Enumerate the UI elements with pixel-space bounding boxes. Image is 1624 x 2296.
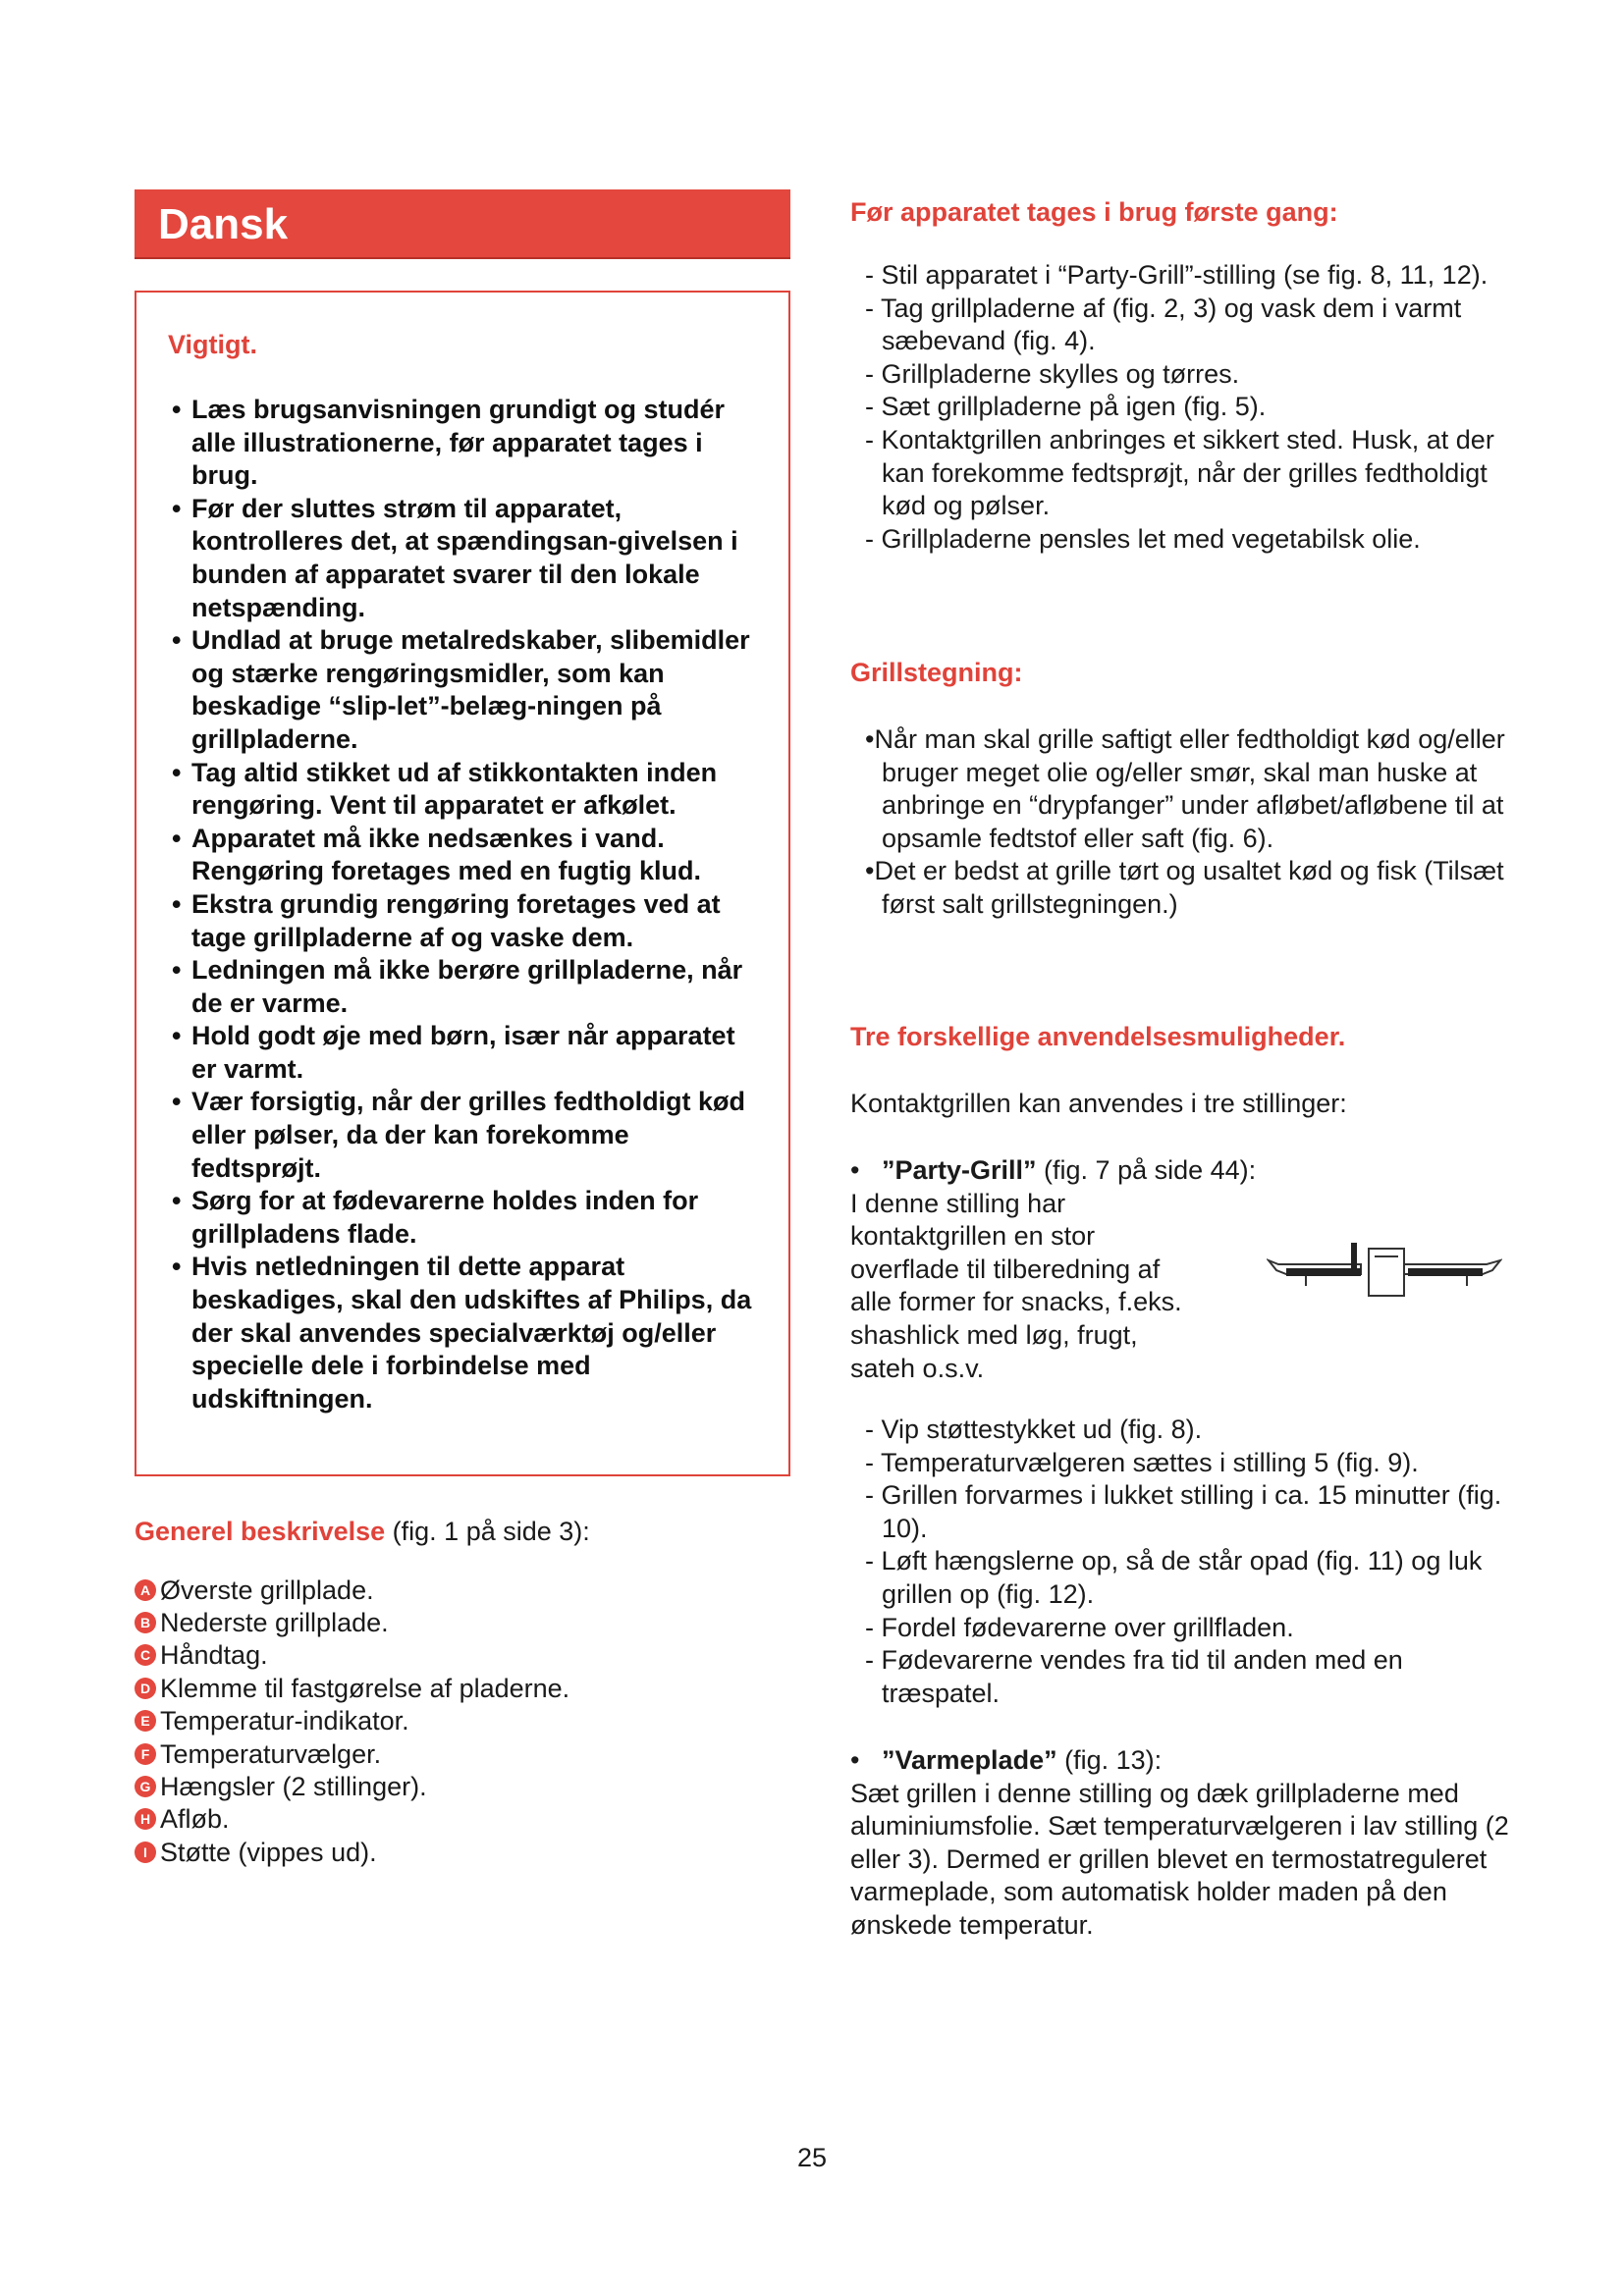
part-label: Klemme til fastgørelse af pladerne. bbox=[160, 1673, 570, 1703]
part-label: Hængsler (2 stillinger). bbox=[160, 1772, 427, 1802]
part-letter-badge: C bbox=[135, 1644, 156, 1666]
part-item bbox=[135, 1836, 783, 1868]
uses-title: Tre forskellige anvendelsesmuligheder. bbox=[850, 1022, 1346, 1051]
open-grill-icon bbox=[1267, 1235, 1502, 1313]
party-grill-body: I denne stilling har kontaktgrillen en stor overflade til tilberedning af alle former for snacks, f.eks. shashlick med løg, frugt, sateh o.s.v. bbox=[850, 1188, 1182, 1383]
heating-plate-name: ”Varmeplade” bbox=[882, 1745, 1057, 1775]
party-grill-step: - Temperaturvælgeren sættes i stilling 5 (fig. 9). bbox=[850, 1447, 1518, 1480]
part-label: Afløb. bbox=[160, 1804, 230, 1835]
important-item: • Undlad at bruge metalredskaber, slibemidler og stærke rengøringsmidler, som kan beskadige “slip-let”-belæg-ningen på grillpladerne. bbox=[168, 624, 763, 756]
party-grill-step: - Løft hængslerne op, så de står opad (fig. 11) og luk grillen op (fig. 12). bbox=[850, 1545, 1518, 1611]
general-description bbox=[135, 1515, 783, 1869]
part-letter-badge: A bbox=[135, 1579, 156, 1601]
before-use-title: Før apparatet tages i brug første gang: bbox=[850, 197, 1338, 227]
part-letter-badge: E bbox=[135, 1710, 156, 1732]
part-label: Øverste grillplade. bbox=[160, 1575, 374, 1605]
before-use-step: - Sæt grillpladerne på igen (fig. 5). bbox=[850, 391, 1518, 424]
important-item: • Apparatet må ikke nedsænkes i vand. Rengøring foretages med en fugtig klud. bbox=[168, 823, 763, 888]
before-use-step: - Stil apparatet i “Party-Grill”-stilling (se fig. 8, 11, 12). bbox=[850, 259, 1518, 293]
page-number: 25 bbox=[796, 2143, 828, 2172]
important-item: • Vær forsigtig, når der grilles fedtholdigt kød eller pølser, da der kan forekomme fedtsprøjt. bbox=[168, 1086, 763, 1185]
party-grill-steps bbox=[850, 1414, 1518, 1710]
important-box bbox=[135, 291, 790, 1476]
part-item bbox=[135, 1705, 783, 1737]
party-grill-step: - Fødevarerne vendes fra tid til anden med en træspatel. bbox=[850, 1644, 1518, 1710]
party-grill-step: - Fordel fødevarerne over grillfladen. bbox=[850, 1612, 1518, 1645]
important-item: • Hold godt øje med børn, især når apparatet er varmt. bbox=[168, 1020, 763, 1086]
party-grill-step: - Grillen forvarmes i lukket stilling i ca. 15 minutter (fig. 10). bbox=[850, 1479, 1518, 1545]
grilling-tip: • Når man skal grille saftigt eller fedtholdigt kød og/eller bruger meget olie og/eller smør, skal man huske at anbringe en “drypfanger” under afløbet/afløbene til at opsamle fedtstof eller saft (fig. 6). bbox=[850, 723, 1518, 855]
before-use-step: - Grillpladerne skylles og tørres. bbox=[850, 358, 1518, 392]
part-item bbox=[135, 1770, 783, 1802]
part-label: Støtte (vippes ud). bbox=[160, 1837, 377, 1867]
heating-plate-body: Sæt grillen i denne stilling og dæk grillpladerne med aluminiumsfolie. Sæt temperaturvælgeren i lav stilling (2 eller 3). Dermed er grillen blevet en termostatreguleret varmeplade, som automatisk holder maden på den ønskede temperatur. bbox=[850, 1778, 1509, 1940]
part-label: Håndtag. bbox=[160, 1640, 268, 1671]
part-item bbox=[135, 1574, 783, 1606]
part-item bbox=[135, 1606, 783, 1638]
important-item: • Tag altid stikket ud af stikkontakten inden rengøring. Vent til apparatet er afkølet. bbox=[168, 757, 763, 823]
grilling-tip: • Det er bedst at grille tørt og usaltet kød og fisk (Tilsæt først salt grillstegningen.) bbox=[850, 855, 1518, 921]
grilling-title: Grillstegning: bbox=[850, 658, 1023, 687]
before-use-step: - Kontaktgrillen anbringes et sikkert sted. Husk, at der kan forekomme fedtsprøjt, når der grilles fedtholdigt kød og pølser. bbox=[850, 424, 1518, 523]
part-letter-badge: B bbox=[135, 1612, 156, 1633]
important-item: • Læs brugsanvisningen grundigt og studér alle illustrationerne, før apparatet tages i brug. bbox=[168, 394, 763, 493]
part-label: Temperaturvælger. bbox=[160, 1738, 382, 1769]
part-label: Nederste grillplade. bbox=[160, 1608, 389, 1638]
party-grill-step: - Vip støttestykket ud (fig. 8). bbox=[850, 1414, 1518, 1447]
important-item: • Hvis netledningen til dette apparat beskadiges, skal den udskiftes af Philips, da der skal anvendes specialværktøj og/eller specielle dele i forbindelse med udskiftningen. bbox=[168, 1251, 763, 1415]
part-item bbox=[135, 1737, 783, 1770]
party-grill-ref: (fig. 7 på side 44): bbox=[1036, 1155, 1257, 1185]
grilling-list bbox=[850, 723, 1518, 922]
part-letter-badge: D bbox=[135, 1678, 156, 1699]
important-item: • Ledningen må ikke berøre grillpladerne, når de er varme. bbox=[168, 954, 763, 1020]
part-letter-badge: I bbox=[135, 1842, 156, 1863]
part-item bbox=[135, 1803, 783, 1836]
before-use-step: - Grillpladerne pensles let med vegetabilsk olie. bbox=[850, 523, 1518, 557]
part-letter-badge: H bbox=[135, 1808, 156, 1830]
party-grill-heading: • ”Party-Grill” (fig. 7 på side 44): bbox=[850, 1155, 1257, 1185]
part-label: Temperatur-indikator. bbox=[160, 1706, 409, 1736]
before-use-list bbox=[850, 259, 1518, 556]
important-list bbox=[168, 394, 763, 1415]
heating-plate-ref: (fig. 13): bbox=[1056, 1745, 1163, 1775]
general-title: Generel beskrivelse bbox=[135, 1517, 386, 1546]
general-ref: (fig. 1 på side 3): bbox=[385, 1517, 590, 1546]
important-item: • Sørg for at fødevarerne holdes inden for grillpladens flade. bbox=[168, 1185, 763, 1251]
before-use-step: - Tag grillpladerne af (fig. 2, 3) og vask dem i varmt sæbevand (fig. 4). bbox=[850, 293, 1518, 358]
part-letter-badge: G bbox=[135, 1776, 156, 1797]
party-grill-name: ”Party-Grill” bbox=[882, 1155, 1037, 1185]
language-header: Dansk bbox=[135, 189, 790, 259]
part-item bbox=[135, 1672, 783, 1704]
general-heading bbox=[135, 1515, 783, 1548]
part-item bbox=[135, 1639, 783, 1672]
important-item: • Ekstra grundig rengøring foretages ved at tage grillpladerne af og vaske dem. bbox=[168, 888, 763, 954]
heating-plate-section bbox=[850, 1744, 1518, 1943]
heating-plate-heading: • ”Varmeplade” (fig. 13): bbox=[850, 1745, 1163, 1775]
important-title: Vigtigt. bbox=[168, 330, 257, 359]
parts-list bbox=[135, 1574, 783, 1869]
part-letter-badge: F bbox=[135, 1743, 156, 1765]
important-item: • Før der sluttes strøm til apparatet, kontrolleres det, at spændingsan-givelsen i bunden af apparatet svarer til den lokale netspænding. bbox=[168, 493, 763, 624]
uses-intro: Kontaktgrillen kan anvendes i tre stillinger: bbox=[850, 1089, 1347, 1118]
